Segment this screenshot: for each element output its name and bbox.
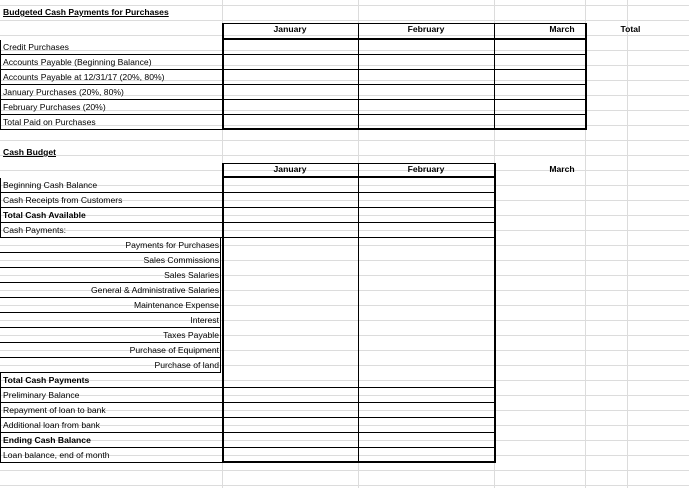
row-label: Cash Payments: xyxy=(3,225,67,235)
budget-cell[interactable] xyxy=(494,70,585,85)
row-label: Additional loan from bank xyxy=(3,420,100,430)
label-right-border xyxy=(220,343,221,358)
left-border xyxy=(0,178,1,193)
cash-budget-cell[interactable] xyxy=(222,358,358,373)
left-border xyxy=(0,223,1,238)
label-right-border xyxy=(220,313,221,328)
cash-budget-cell[interactable] xyxy=(358,328,494,343)
row-label-indented: General & Administrative Salaries xyxy=(90,285,219,295)
budget-cell[interactable] xyxy=(358,55,494,70)
cash-budget-cell[interactable] xyxy=(222,268,358,283)
col-border xyxy=(358,23,359,130)
row-label: January Purchases (20%, 80%) xyxy=(3,87,124,97)
row-label: Credit Purchases xyxy=(3,42,69,52)
cash-budget-cell[interactable] xyxy=(358,418,494,433)
cash-budget-cell[interactable] xyxy=(358,313,494,328)
left-border xyxy=(0,448,1,463)
gridline-col xyxy=(627,0,628,488)
cash-budget-cell[interactable] xyxy=(222,253,358,268)
row-label-indented: Interest xyxy=(190,315,219,325)
left-border xyxy=(0,388,1,403)
row-label: Preliminary Balance xyxy=(3,390,80,400)
column-header-march: March xyxy=(549,24,575,34)
left-border xyxy=(0,208,1,223)
column-header-january: January xyxy=(273,164,307,174)
cash-budget-cell[interactable] xyxy=(222,343,358,358)
column-header-february: February xyxy=(407,24,445,34)
cash-budget-cell[interactable] xyxy=(222,238,358,253)
header-border-top xyxy=(222,23,586,24)
cash-budget-cell[interactable] xyxy=(358,268,494,283)
budget-cell[interactable] xyxy=(494,85,585,100)
left-border xyxy=(0,40,1,130)
left-border xyxy=(0,418,1,433)
budget-cell[interactable] xyxy=(222,85,358,100)
cash-budget-cell[interactable] xyxy=(222,208,358,223)
cash-budget-cell[interactable] xyxy=(358,193,494,208)
budget-cell[interactable] xyxy=(494,55,585,70)
column-header-january: January xyxy=(273,24,307,34)
col-border xyxy=(222,23,224,130)
label-right-border xyxy=(220,253,221,268)
budget-cell[interactable] xyxy=(222,55,358,70)
row-label: Loan balance, end of month xyxy=(3,450,110,460)
cash-budget-cell[interactable] xyxy=(358,433,494,448)
left-border xyxy=(0,433,1,448)
cash-budget-cell[interactable] xyxy=(358,208,494,223)
cash-budget-cell[interactable] xyxy=(222,313,358,328)
budget-cell[interactable] xyxy=(358,85,494,100)
cash-budget-cell[interactable] xyxy=(222,403,358,418)
row-label: Accounts Payable at 12/31/17 (20%, 80%) xyxy=(3,72,165,82)
column-header-total: Total xyxy=(620,24,641,34)
section-title-cash-budget: Cash Budget xyxy=(3,147,56,157)
section-title-budgeted-cash-payments: Budgeted Cash Payments for Purchases xyxy=(3,7,169,17)
cash-budget-cell[interactable] xyxy=(222,178,358,193)
cash-budget-cell[interactable] xyxy=(358,283,494,298)
col-border xyxy=(494,163,496,463)
row-label-indented: Purchase of land xyxy=(154,360,219,370)
budget-cell[interactable] xyxy=(222,40,358,55)
cash-budget-cell[interactable] xyxy=(222,328,358,343)
row-label-indented: Taxes Payable xyxy=(163,330,219,340)
cash-budget-cell[interactable] xyxy=(222,388,358,403)
row-label: Cash Receipts from Customers xyxy=(3,195,123,205)
column-header-march: March xyxy=(549,164,575,174)
cash-budget-cell[interactable] xyxy=(358,178,494,193)
budget-cell[interactable] xyxy=(222,70,358,85)
row-label: Total Paid on Purchases xyxy=(3,117,96,127)
col-border xyxy=(494,23,495,130)
label-right-border xyxy=(220,283,221,298)
row-label-indented: Sales Salaries xyxy=(164,270,219,280)
left-border xyxy=(0,403,1,418)
row-label: February Purchases (20%) xyxy=(3,102,106,112)
cash-budget-cell[interactable] xyxy=(358,403,494,418)
label-right-border xyxy=(220,358,221,373)
cash-budget-cell[interactable] xyxy=(222,373,358,388)
row-label-indented: Purchase of Equipment xyxy=(129,345,219,355)
total-border-bottom xyxy=(222,461,496,463)
cash-budget-cell[interactable] xyxy=(222,433,358,448)
budget-cell[interactable] xyxy=(358,40,494,55)
label-right-border xyxy=(220,298,221,313)
col-border xyxy=(585,23,587,130)
cash-budget-cell[interactable] xyxy=(358,343,494,358)
total-border-bottom xyxy=(222,128,587,130)
row-label: Ending Cash Balance xyxy=(3,435,91,445)
row-label: Total Cash Payments xyxy=(3,375,90,385)
left-border xyxy=(0,373,1,388)
budget-cell[interactable] xyxy=(358,70,494,85)
cash-budget-cell[interactable] xyxy=(358,373,494,388)
row-label: Beginning Cash Balance xyxy=(3,180,98,190)
cash-budget-cell[interactable] xyxy=(222,298,358,313)
col-border xyxy=(222,163,224,463)
label-right-border xyxy=(220,238,221,253)
cash-budget-cell[interactable] xyxy=(222,418,358,433)
cash-budget-cell[interactable] xyxy=(358,223,494,238)
row-label: Repayment of loan to bank xyxy=(3,405,106,415)
cash-budget-cell[interactable] xyxy=(222,223,358,238)
row-label: Accounts Payable (Beginning Balance) xyxy=(3,57,152,67)
cash-budget-cell[interactable] xyxy=(222,193,358,208)
left-border xyxy=(0,193,1,208)
label-right-border xyxy=(220,268,221,283)
cash-budget-cell[interactable] xyxy=(358,358,494,373)
budget-cell[interactable] xyxy=(494,100,585,115)
col-border xyxy=(358,163,359,463)
row-label-indented: Payments for Purchases xyxy=(125,240,219,250)
budget-cell[interactable] xyxy=(222,100,358,115)
cash-budget-cell[interactable] xyxy=(358,298,494,313)
row-label-indented: Sales Commissions xyxy=(143,255,219,265)
row-label: Total Cash Available xyxy=(3,210,86,220)
row-label-indented: Maintenance Expense xyxy=(133,300,219,310)
label-right-border xyxy=(220,328,221,343)
column-header-february: February xyxy=(407,164,445,174)
cash-budget-cell[interactable] xyxy=(358,253,494,268)
cash-budget-cell[interactable] xyxy=(358,238,494,253)
budget-cell[interactable] xyxy=(358,100,494,115)
cash-budget-cell[interactable] xyxy=(222,283,358,298)
cash-budget-cell[interactable] xyxy=(358,388,494,403)
budget-cell[interactable] xyxy=(494,40,585,55)
